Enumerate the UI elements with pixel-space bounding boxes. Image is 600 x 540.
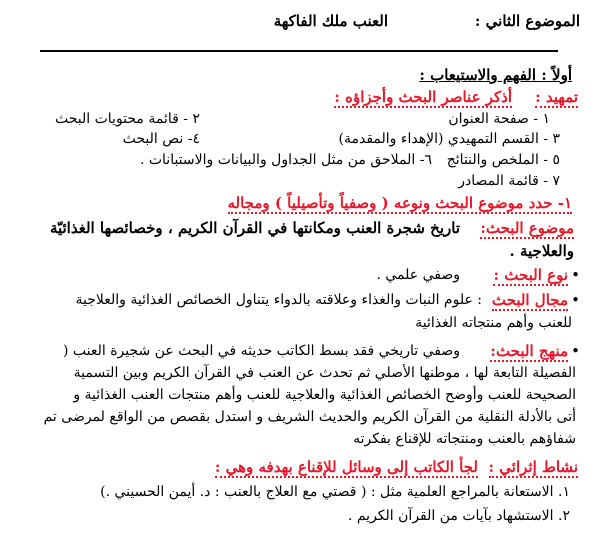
- bullet: •: [571, 342, 580, 360]
- intro-text: أذكر عناصر البحث وأجزاؤه :: [334, 88, 512, 106]
- intro-item-6: ٦- الملاحق من مثل الجداول والبيانات والاستبانات .: [139, 152, 432, 168]
- topic-label: موضوع البحث:: [480, 219, 574, 237]
- method-line-2: الفصيلة التابعة لها ، موطنها الأصلي ثم تحدث عن العنب في القرآن الكريم وبين التسمية: [73, 365, 576, 381]
- bullet: •: [571, 266, 580, 284]
- section-title: أولاً : الفهم والاستيعاب :: [419, 66, 572, 84]
- intro-item-4: ٤- نص البحث: [122, 131, 200, 147]
- topic-text-1: تاريخ شجرة العنب ومكانتها في القرآن الكريم ، وخصائصها الغذائيّة: [49, 219, 460, 237]
- method-line-1: وصفي تاريخي فقد بسط الكاتب حديثه في البحث عن شجيرة العنب (: [62, 343, 460, 359]
- intro-item-1: ١ - صفحة العنوان: [448, 111, 550, 127]
- topic-text-2: والعلاجية .: [509, 242, 574, 260]
- method-line-3: الصحيحة للعنب وأوضح الخصائص الغذائية والعلاجية للعنب وأهم منتجات العنب الغذائية و: [73, 387, 576, 403]
- header-divider: [40, 50, 558, 52]
- intro-label: تمهيد :: [535, 88, 578, 106]
- field-label: مجال البحث: [491, 291, 568, 309]
- method-line-5: شفاؤهم بالعنب ومنتجاته للإقناع بفكرته: [353, 431, 576, 447]
- intro-item-7: ٧ - قائمة المصادر: [458, 173, 560, 189]
- topic-label: الموضوع الثاني :: [474, 12, 580, 30]
- field-text-2: للعنب وأهم منتجاته الغذائية: [415, 315, 572, 331]
- question-1: ١- حدد موضوع البحث ونوعه ( وصفياً وتأصيلياً ) ومجاله: [227, 194, 572, 212]
- type-label: نوع البحث :: [493, 266, 568, 284]
- bullet: •: [571, 291, 580, 309]
- activity-item-2: ٢. الاستشهاد بآيات من القرآن الكريم .: [347, 508, 570, 524]
- intro-item-3: ٣ - القسم التمهيدي (الإهداء والمقدمة): [338, 131, 560, 147]
- method-label: منهج البحث:: [490, 342, 568, 360]
- intro-item-5: ٥ - الملخص والنتائج: [446, 152, 560, 168]
- activity-item-1: ١. الاستعانة بالمراجع العلمية مثل : ( قصتي مع العلاج بالعنب : د. أيمن الحسيني .): [100, 484, 570, 500]
- type-text: وصفي علمي .: [376, 267, 460, 283]
- field-text-1: : علوم النبات والغذاء وعلاقته بالدواء يتناول الخصائص الغذائية والعلاجية: [75, 292, 482, 308]
- topic-title: العنب ملك الفاكهة: [273, 12, 388, 30]
- activity-label: نشاط إثرائي :: [488, 458, 578, 476]
- intro-item-2: ٢ - قائمة محتويات البحث: [54, 111, 200, 127]
- activity-text: لجأ الكاتب إلى وسائل للإقناع بهدفه وهي :: [214, 458, 478, 476]
- method-line-4: أتى بالأدلة النقلية من القرآن الكريم والحديث الشريف و استدل بقصص من الواقع لمرضى تم: [43, 409, 576, 425]
